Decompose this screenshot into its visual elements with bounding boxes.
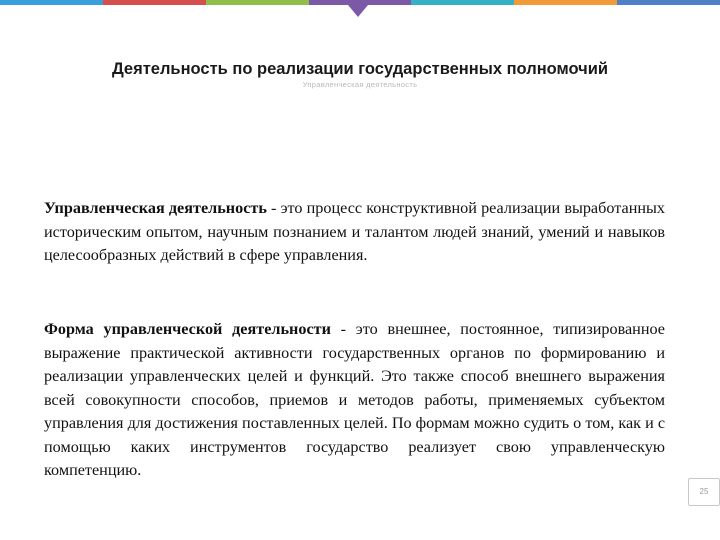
form-paragraph [44,318,665,483]
page-number-badge: 25 [688,478,720,506]
stripe-segment-orange [514,0,617,5]
slide-subtitle: Управленческая деятельность [302,80,418,89]
form-term: Форма управленческой деятельности [44,320,331,338]
form-text: - это внешнее, постоянное, типизированное выражение практической активности государственных органов по формированию и реализации управленческих целей и функций. Это также способ внешнего выражения всей совокупности способов, приемов и методов работы, применяемых субъектом управления для достижения поставленных целей. По формам можно судить о том, как и с помощью каких инструментов государство реализует свою управленческую компетенцию. [44,320,665,479]
slide-title: Деятельность по реализации государственных полномочий [111,60,609,78]
stripe-segment-teal [411,0,514,5]
stripe-segment-red [103,0,206,5]
definition-term: Управленческая деятельность [44,199,267,217]
stripe-segment-blue [0,0,103,5]
definition-text: - это процесс конструктивной реализации выработанных историческим опытом, научным познанием и талантом людей знаний, умений и навыков целесообразных действий в сфере управления. [44,199,665,264]
stripe-notch-icon [348,5,368,17]
definition-paragraph [44,197,665,268]
stripe-segment-green [206,0,309,5]
stripe-segment-navy [617,0,720,5]
